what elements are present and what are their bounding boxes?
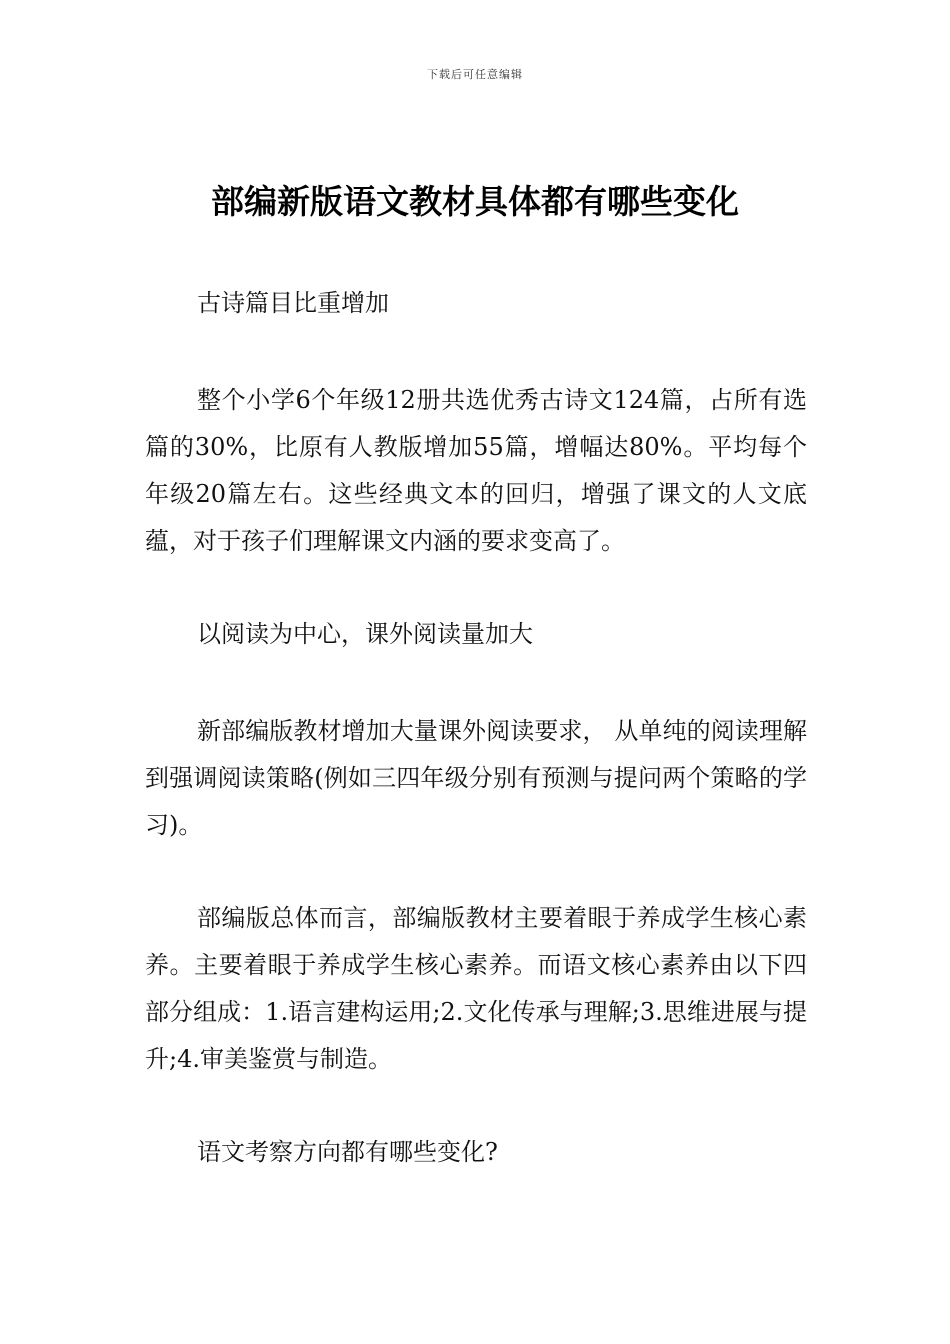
section-heading-assessment: 语文考察方向都有哪些变化?	[197, 1138, 498, 1166]
paragraph-reading: 新部编版教材增加大量课外阅读要求， 从单纯的阅读理解到强调阅读策略(例如三四年级分别有预测与提问两个策略的学习)。	[145, 717, 807, 839]
document-body	[145, 280, 807, 1226]
section-heading-reading: 以阅读为中心，课外阅读量加大	[197, 620, 533, 648]
document-title: 部编新版语文教材具体都有哪些变化	[211, 182, 739, 221]
paragraph-ancient-poems: 整个小学6个年级12册共选优秀古诗文124篇，占所有选篇的30%，比原有人教版增加55篇，增幅达80%。平均每个年级20篇左右。这些经典文本的回归，增强了课文的人文底蕴，对于孩子们理解课文内涵的要求变高了。	[145, 386, 807, 555]
paragraph-core-literacy: 部编版总体而言，部编版教材主要着眼于养成学生核心素养。主要着眼于养成学生核心素养。而语文核心素养由以下四部分组成：1.语言建构运用;2.文化传承与理解;3.思维进展与提升;4.审美鉴赏与制造。	[145, 904, 807, 1073]
header-note: 下载后可任意编辑	[427, 68, 523, 81]
section-heading-ancient-poems: 古诗篇目比重增加	[197, 289, 389, 317]
